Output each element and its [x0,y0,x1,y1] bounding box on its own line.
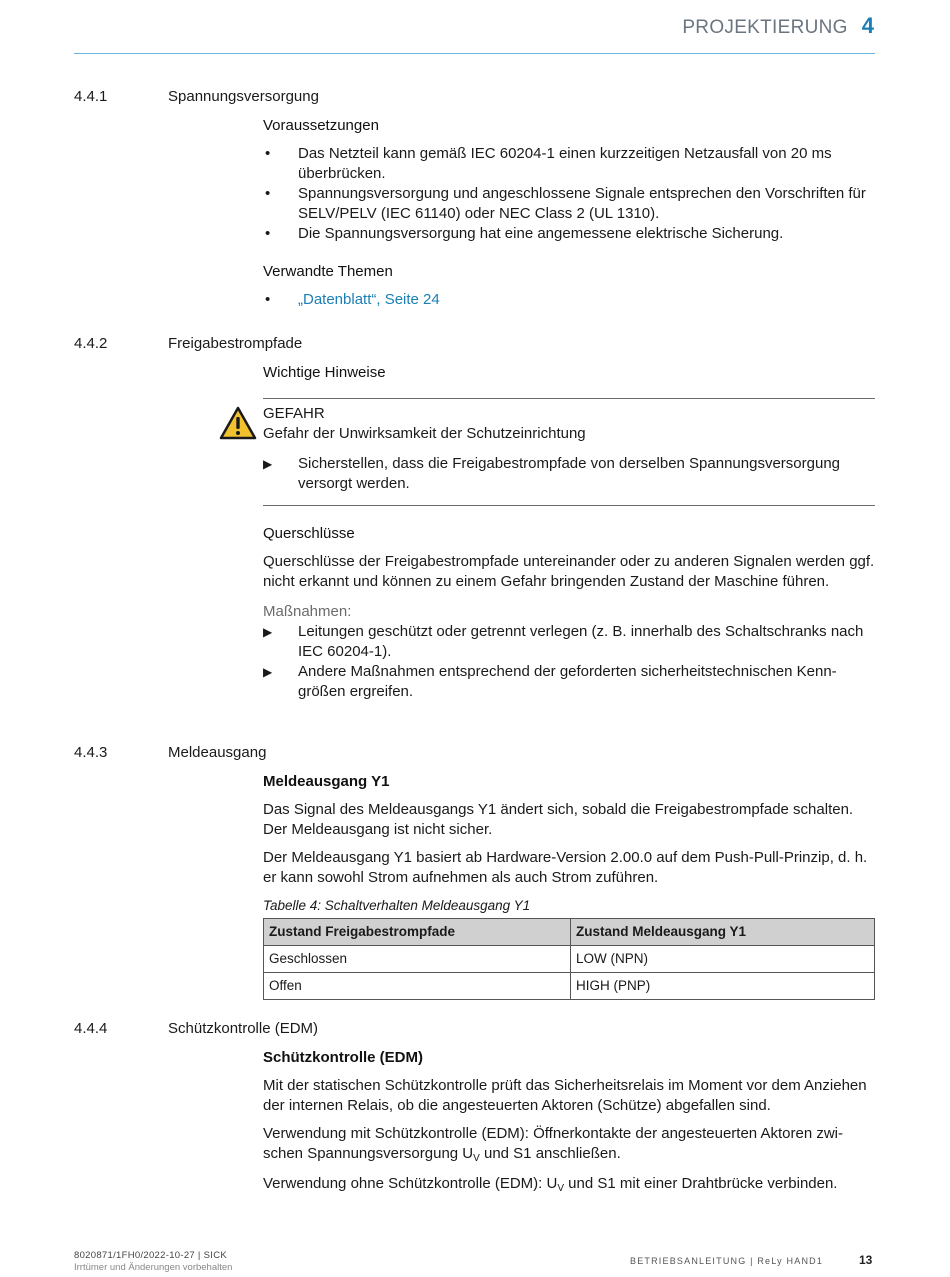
section-heading-442 [74,334,302,354]
output-heading: Meldeausgang Y1 [263,773,390,790]
section-body-444 [263,1048,875,1194]
section-heading-444 [74,1019,318,1039]
switching-table [263,918,875,1000]
related-list [263,290,875,310]
danger-text: Gefahr der Unwirksamkeit der Schutzeinrichtung [263,425,586,442]
list-item: • Die Spannungsversorgung hat eine angemessene elektrische Sicherung. [265,225,784,242]
output-paragraph-1: Das Signal des Meldeausgangs Y1 ändert sich, sobald die Freigabestrompfade schalten. Der Meldeausgang ist nicht sicher. [263,801,854,838]
section-body-443 [263,772,875,1000]
page-number: 13 [859,1253,873,1267]
related-heading: Verwandte Themen [263,263,393,280]
arrow-right-icon: ▶ [263,665,273,679]
measures-label: Maßnahmen: [263,603,352,620]
table-header-row [264,919,875,946]
list-item: • „Datenblatt“, Seite 24 [265,291,440,308]
cross-text: Querschlüsse der Freigabestrompfade untereinander oder zu anderen Signalen werden ggf. nicht erkannt und können zu einem Gefahr bringenden Zustand der Maschine führen. [263,553,875,590]
section-title: Schützkontrolle (EDM) [168,1020,319,1037]
table-header: Zustand Freigabestrompfade [264,919,571,946]
edm-paragraph-1: Mit der statischen Schützkontrolle prüft das Sicherheitsrelais im Moment vor dem Anziehen der internen Relais, ob die angesteuerten Aktoren (Schütze) abgefallen sind. [263,1077,867,1114]
footer-doc-info [74,1250,232,1274]
table-cell: HIGH (PNP) [571,973,875,1000]
section-number: 4.4.3 [74,744,108,761]
danger-actions [263,454,875,494]
edm-paragraph-3: Verwendung ohne Schützkontrolle (EDM): $U_V$ und S1 mit einer Drahtbrücke verbinden. [263,1175,838,1194]
doc-id: 8020871/1FH0/2022-10-27 | SICK [74,1250,228,1261]
table-header: Zustand Meldeausgang Y1 [571,919,875,946]
disclaimer: Irrtümer und Änderungen vorbehalten [74,1262,233,1273]
table-caption: Tabelle 4: Schaltverhalten Meldeausgang Y1 [263,898,531,913]
section-title: Spannungsversorgung [168,88,319,105]
section-number: 4.4.2 [74,335,108,352]
prereq-heading: Voraussetzungen [263,117,379,134]
edm-paragraph-2: Verwendung mit Schützkontrolle (EDM): Öffnerkontakte der angesteuerten Aktoren zwischen Spannungsversorgung $U_V$ und S1 anschließen. [263,1125,844,1164]
arrow-right-icon: ▶ [263,625,273,639]
table-cell: Geschlossen [264,946,571,973]
section-number: 4.4.1 [74,88,108,105]
edm-heading: Schützkontrolle (EDM) [263,1049,423,1066]
section-heading-443 [74,743,266,763]
prereq-list [263,144,875,244]
section-title: Freigabestrompfade [168,335,303,352]
list-item: ▶ Sicherstellen, dass die Freigabestrompfade von derselben Spannungsversorgung versorgt werden. [263,455,840,492]
danger-box [263,398,875,506]
section-title: Meldeausgang [168,744,267,761]
table-cell: Offen [264,973,571,1000]
table-row [264,973,875,1000]
list-item: ▶ Andere Maßnahmen entsprechend der geforderten sicherheitstechnischen Kenngrößen ergreifen. [263,663,837,700]
chapter-title: PROJEKTIERUNG [682,17,848,38]
list-item: ▶ Leitungen geschützt oder getrennt verlegen (z. B. innerhalb des Schaltschranks nach IEC 60204-1). [263,623,864,660]
table-cell: LOW (NPN) [571,946,875,973]
arrow-right-icon: ▶ [263,457,273,471]
section-heading-441 [74,87,319,107]
measures-list [263,622,875,702]
datasheet-link[interactable]: „Datenblatt“, Seite 24 [298,291,440,308]
chapter-number: 4 [861,13,874,38]
section-number: 4.4.4 [74,1020,108,1037]
table-row [264,946,875,973]
section-body-442 [263,363,875,702]
notes-heading: Wichtige Hinweise [263,364,386,381]
list-item: • Spannungsversorgung und angeschlossene Signale entsprechen den Vorschriften für SELV/PELV (IEC 61140) oder NEC Class 2 (UL 1310). [265,185,866,222]
page-header [682,13,874,38]
output-paragraph-2: Der Meldeausgang Y1 basiert ab Hardware-Version 2.00.0 auf dem Push-Pull-Prinzip, d. h. er kann sowohl Strom aufnehmen als auch Strom zuführen. [263,849,868,886]
danger-label: GEFAHR [263,405,325,422]
footer-manual: BETRIEBSANLEITUNG | ReLy HAND1 [630,1256,824,1266]
cross-heading: Querschlüsse [263,525,355,542]
list-item: • Das Netzteil kann gemäß IEC 60204-1 einen kurzzeitigen Netzausfall von 20 ms überbrücken. [265,145,832,182]
section-body-441 [263,116,875,310]
warning-triangle-icon [219,406,257,440]
header-rule [74,53,875,54]
